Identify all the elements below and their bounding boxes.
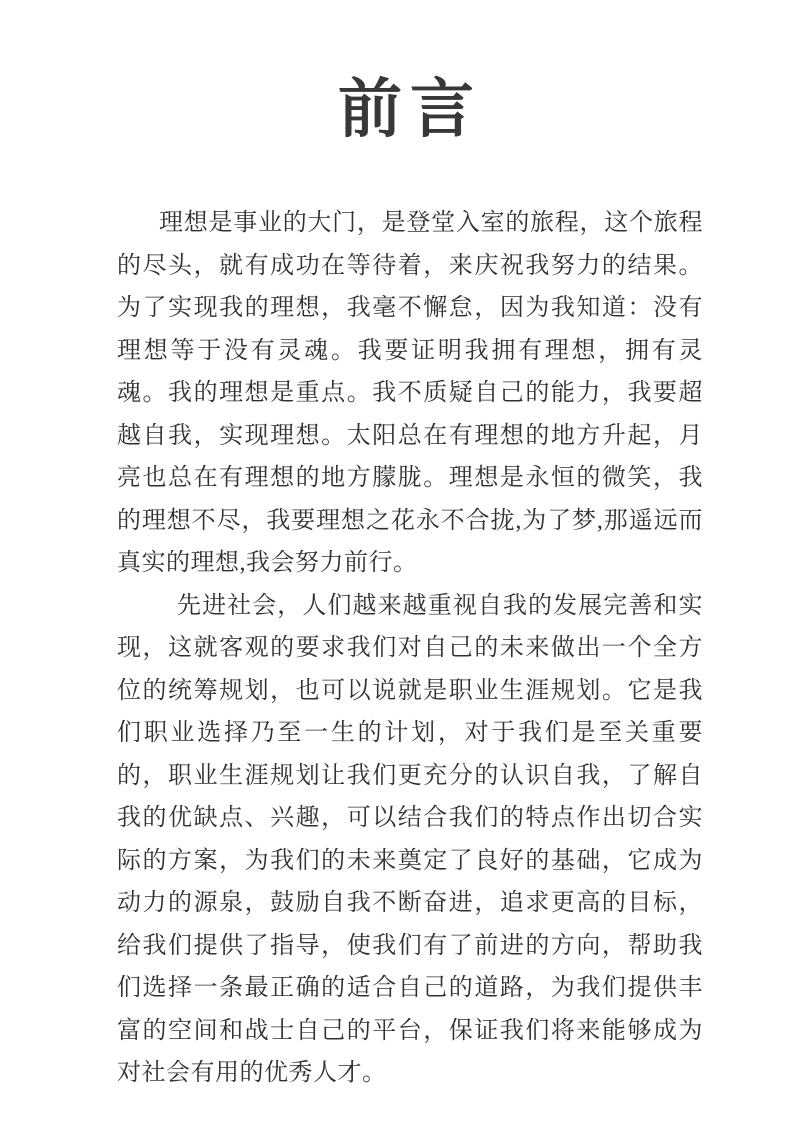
paragraph-career-planning: 先进社会，人们越来越重视自我的发展完善和实现，这就客观的要求我们对自己的未来做出一个全方位的统筹规划，也可以说就是职业生涯规划。它是我们职业选择乃至一生的计划，对于我们是至关重要的，职业生涯规划让我们更充分的认识自我，了解自我的优缺点、兴趣，可以结合我们的特点作出切合实际的方案，为我们的未来奠定了良好的基础，它成为动力的源泉，鼓励自我不断奋进，追求更高的目标，给我们提供了指导，使我们有了前进的方向，帮助我们选择一条最正确的适合自己的道路，为我们提供丰富的空间和战士自己的平台，保证我们将来能够成为对社会有用的优秀人才。 (117, 592, 703, 1086)
document-title: 前言 (338, 74, 482, 145)
paragraph-ideal: 理想是事业的大门，是登堂入室的旅程，这个旅程的尽头，就有成功在等待着，来庆祝我努力的结果。为了实现我的理想，我毫不懈怠，因为我知道：没有理想等于没有灵魂。我要证明我拥有理想，拥有灵魂。我的理想是重点。我不质疑自己的能力，我要超越自我，实现理想。太阳总在有理想的地方升起，月亮也总在有理想的地方朦胧。理想是永恒的微笑，我的理想不尽，我要理想之花永不合拢,为了梦,那遥远而真实的理想,我会努力前行。 (117, 210, 703, 576)
